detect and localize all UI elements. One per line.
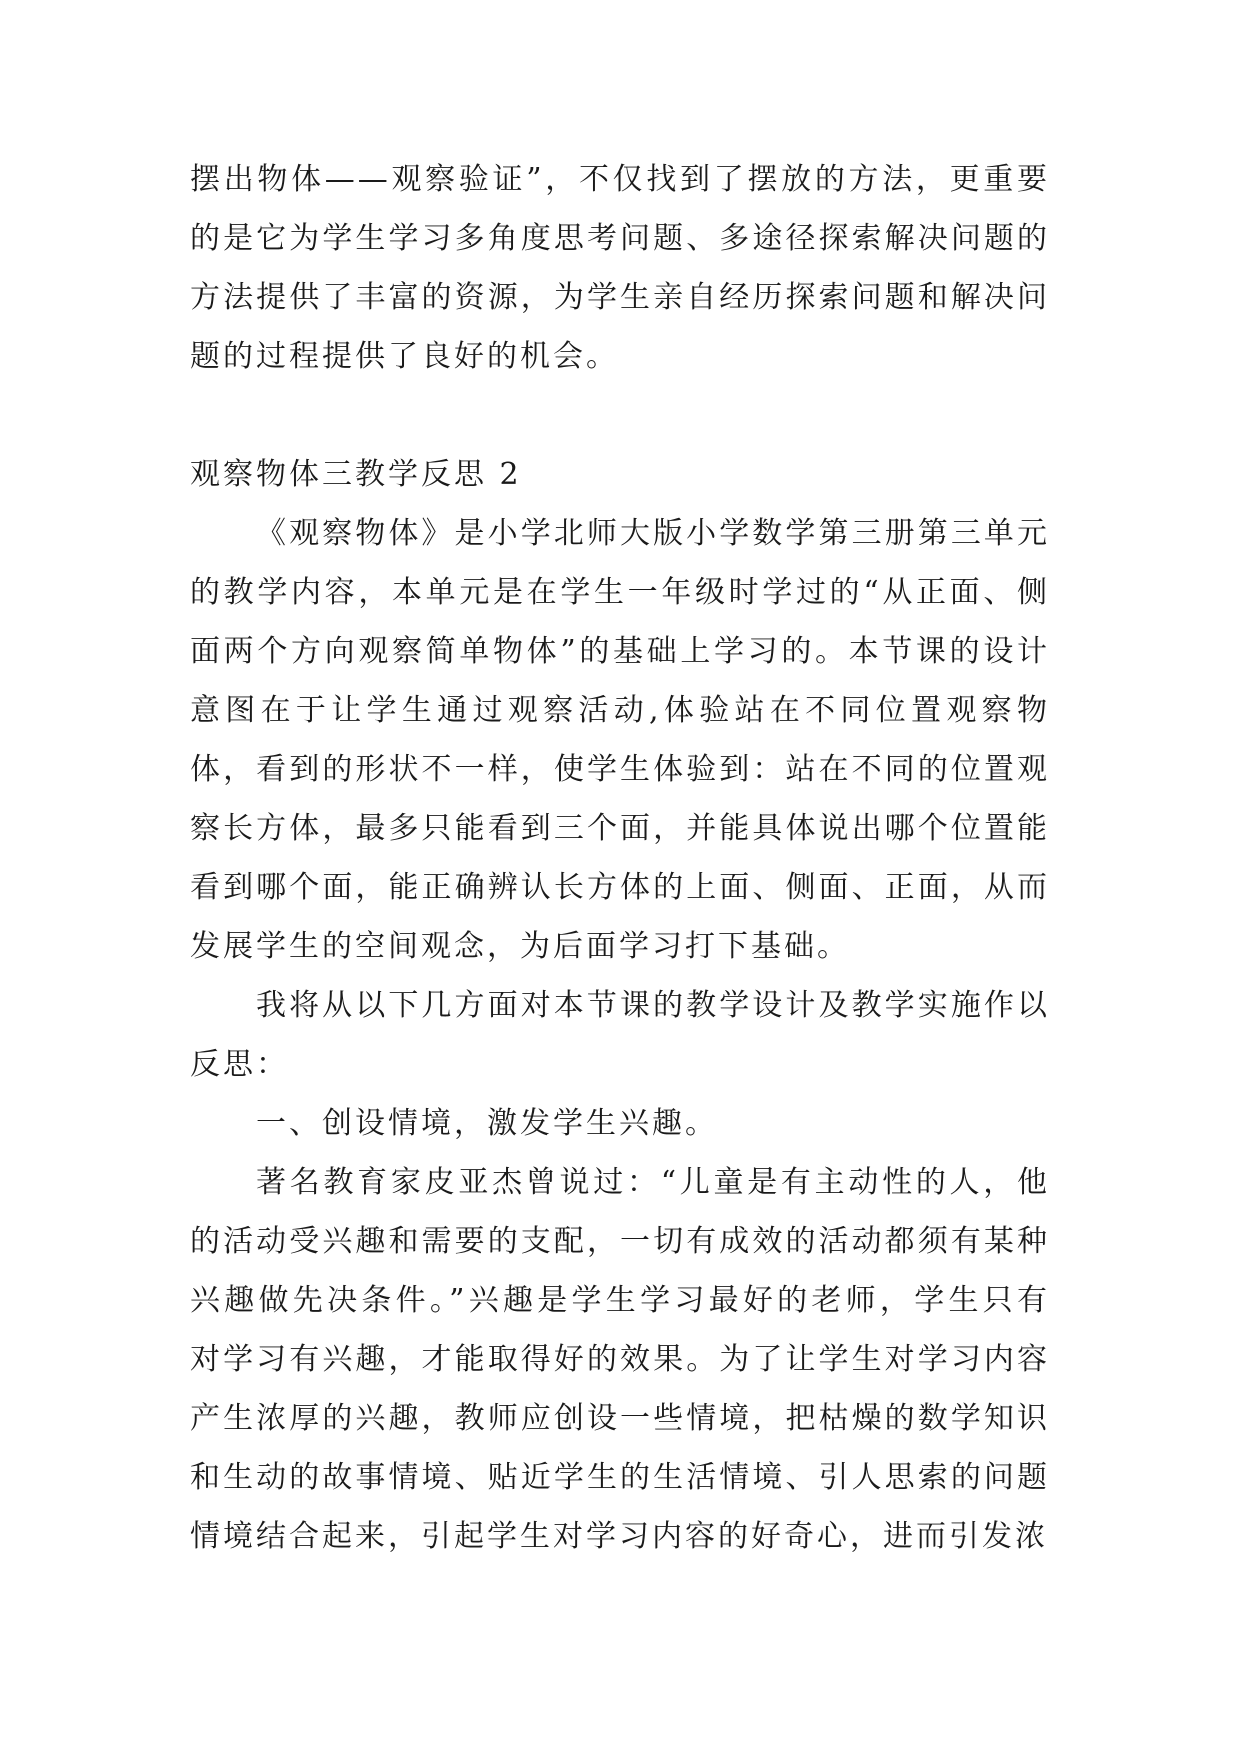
- section-heading: 观察物体三教学反思 2: [190, 457, 522, 492]
- continuation-paragraph: 摆出物体——观察验证”，不仅找到了摆放的方法，更重要的是它为学生学习多角度思考问题、多途径探索解决问题的方法提供了丰富的资源，为学生亲自经历探索问题和解决问题的过程提供了良好的机会。: [190, 162, 1050, 374]
- section-point-one: 一、创设情境，激发学生兴趣。: [256, 1106, 718, 1141]
- body-paragraph-intro: 《观察物体》是小学北师大版小学数学第三册第三单元的教学内容，本单元是在学生一年级时学过的“从正面、侧面两个方向观察简单物体”的基础上学习的。本节课的设计意图在于让学生通过观察活动,体验站在不同位置观察物体，看到的形状不一样，使学生体验到：站在不同的位置观察长方体，最多只能看到三个面，并能具体说出哪个位置能看到哪个面，能正确辨认长方体的上面、侧面、正面，从而发展学生的空间观念，为后面学习打下基础。: [190, 516, 1050, 964]
- body-paragraph-piaget: 著名教育家皮亚杰曾说过：“儿童是有主动性的人，他的活动受兴趣和需要的支配，一切有成效的活动都须有某种兴趣做先决条件。”兴趣是学生学习最好的老师，学生只有对学习有兴趣，才能取得好的效果。为了让学生对学习内容产生浓厚的兴趣，教师应创设一些情境，把枯燥的数学知识和生动的故事情境、贴近学生的生活情境、引人思索的问题情境结合起来，引起学生对学习内容的好奇心，进而引发浓: [190, 1165, 1050, 1554]
- document-body: [190, 150, 1050, 1566]
- body-paragraph-reflection-intro: 我将从以下几方面对本节课的教学设计及教学实施作以反思：: [190, 988, 1050, 1082]
